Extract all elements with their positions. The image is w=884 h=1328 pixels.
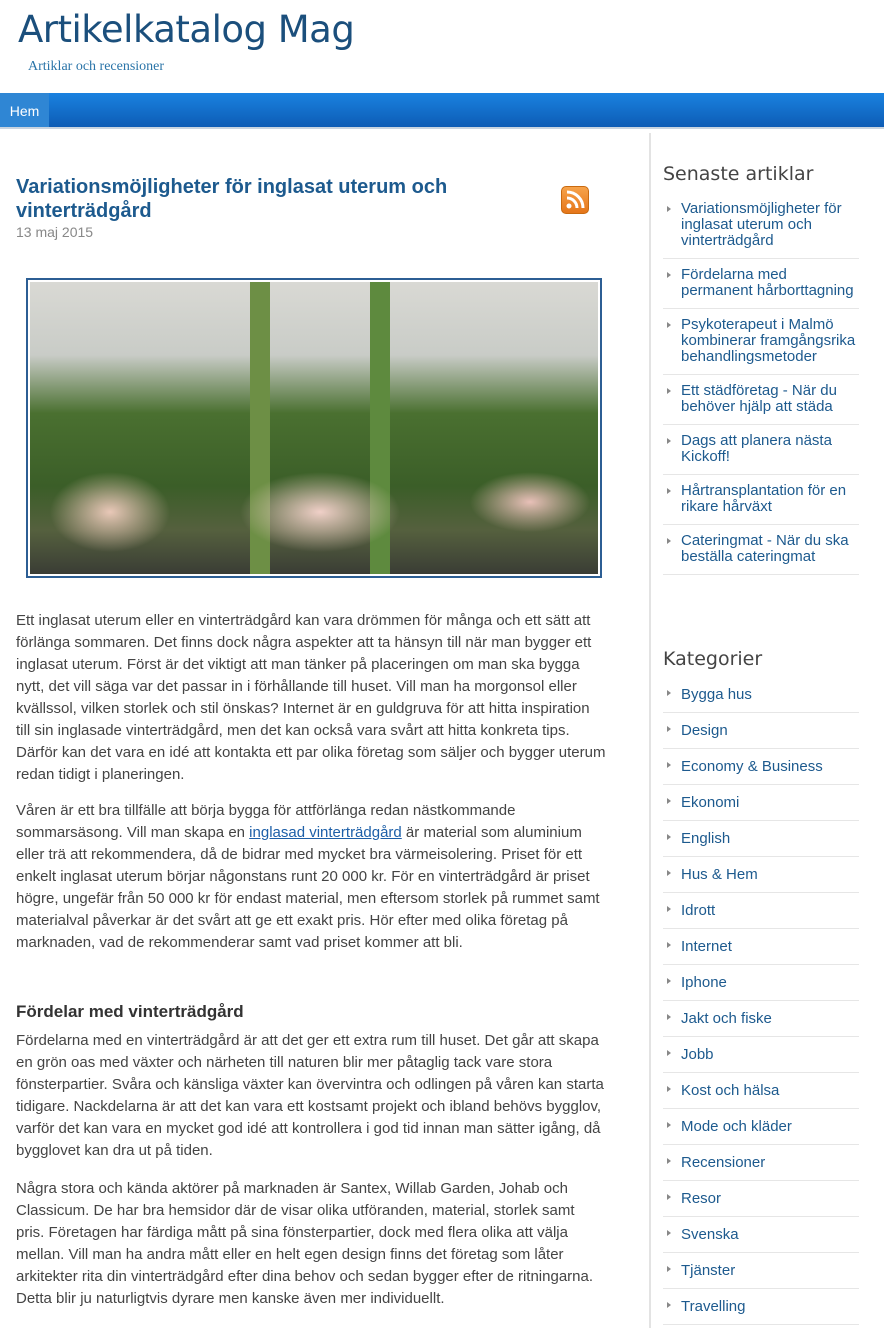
category-link[interactable]: English	[663, 821, 859, 857]
main-nav	[0, 93, 884, 129]
category-link[interactable]: Economy & Business	[663, 749, 859, 785]
site-tagline: Artiklar och recensioner	[28, 59, 165, 74]
category-link[interactable]: Tjänster	[663, 1253, 859, 1289]
category-link[interactable]: Hus & Hem	[663, 857, 859, 893]
section-heading: Fördelar med vinterträdgård	[16, 1002, 244, 1021]
category-link[interactable]: Design	[663, 713, 859, 749]
recent-article-link[interactable]: Cateringmat - När du ska beställa cateringmat	[663, 525, 859, 575]
nav-item-hem[interactable]: Hem	[0, 93, 49, 127]
recent-article-link[interactable]: Dags att planera nästa Kickoff!	[663, 425, 859, 475]
recent-article-link[interactable]: Ett städföretag - När du behöver hjälp att städa	[663, 375, 859, 425]
category-link[interactable]: Bygga hus	[663, 677, 859, 713]
article	[16, 175, 602, 240]
recent-article-link[interactable]: Hårtransplantation för en rikare hårväxt	[663, 475, 859, 525]
recent-article-link[interactable]: Psykoterapeut i Malmö kombinerar framgångsrika behandlingsmetoder	[663, 309, 859, 375]
rss-icon[interactable]	[561, 186, 589, 214]
text: är material som aluminium eller trä att rekommendera, då de bidrar med mycket bra värmeisolering. Priset för ett enkelt inglasat uterum börjar någonstans runt 20 000 kr. För en vinterträdgård är priset högre, ungefär från 50 000 kr för endast material, men eftersom storlek på rummet samt materialval påverkar är det svårt att ge ett exakt pris. Hör efter med olika företag på marknaden, vad de rekommenderar samt vad priset kommer att bli.	[16, 824, 600, 951]
paragraph: Ett inglasat uterum eller en vinterträdgård kan vara drömmen för många och ett sätt att förlänga sommaren. Det finns dock några aspekter att ta hänsyn till när man bygger ett inglasat uterum. Först är det viktigt att man tänker på placeringen om man ska bygga nytt, det vill säga var det passar in i förhållande till huset. Vill man ha morgonsol eller kvällssol, vilken storlek och stil önskas? Internet är en guldgruva för att hitta inspiration till sin inglasade vinterträdgård, men det kan också vara svårt att hitta konkreta tips. Därför kan det vara en idé att kontakta ett par olika företag som säljer och bygger uterum redan tidigt i planeringen.	[16, 612, 606, 783]
post-date: 13 maj 2015	[16, 224, 94, 240]
paragraph	[16, 800, 606, 954]
category-link[interactable]: Svenska	[663, 1217, 859, 1253]
greenhouse-photo	[30, 282, 598, 574]
post-title[interactable]: Variationsmöjligheter för inglasat uterum och vinterträdgård	[16, 176, 448, 222]
category-link[interactable]: Mode och kläder	[663, 1109, 859, 1145]
category-link[interactable]: Internet	[663, 929, 859, 965]
category-link[interactable]: Jobb	[663, 1037, 859, 1073]
sidebar	[649, 133, 884, 1328]
categories-heading: Kategorier	[663, 648, 763, 670]
paragraph: Fördelarna med en vinterträdgård är att det ger ett extra rum till huset. Det går att skapa en grön oas med växter och närheten till naturen blir mer påtaglig tack vare stora fönsterpartier. Svåra och känsliga växter kan övervintra och odlingen på våren kan starta tidigare. Nackdelarna är att det kan vara ett kostsamt projekt och ibland behövs bygglov, varför det kan vara en mycket god idé att kontrollera i god tid innan man sätter igång, då bygglovet kan dra ut på tiden.	[16, 1032, 604, 1159]
category-list	[663, 677, 859, 1325]
category-link[interactable]: Iphone	[663, 965, 859, 1001]
article-image	[26, 278, 602, 578]
inline-link[interactable]: inglasad vinterträdgård	[249, 824, 402, 841]
category-link[interactable]: Jakt och fiske	[663, 1001, 859, 1037]
paragraph: Några stora och kända aktörer på marknaden är Santex, Willab Garden, Johab och Classicum. De har bra hemsidor där de visar olika utföranden, material, storlek samt pris. Företagen har färdiga mått på sina fönsterpartier, dock med flera olika att välja mellan. Vill man ha andra mått eller en helt egen design finns det företag som låter arkitekter rita din vinterträdgård efter dina behov och sedan bygger efter de ritningarna. Detta blir ju naturligtvis dyrare men kanske även mer individuellt.	[16, 1180, 594, 1307]
category-link[interactable]: Resor	[663, 1181, 859, 1217]
category-link[interactable]: Travelling	[663, 1289, 859, 1325]
category-link[interactable]: Idrott	[663, 893, 859, 929]
recent-heading: Senaste artiklar	[663, 163, 814, 185]
site-title[interactable]: Artikelkatalog Mag	[18, 8, 355, 51]
category-link[interactable]: Ekonomi	[663, 785, 859, 821]
recent-article-link[interactable]: Variationsmöjligheter för inglasat uterum och vinterträdgård	[663, 193, 859, 259]
category-link[interactable]: Recensioner	[663, 1145, 859, 1181]
category-link[interactable]: Kost och hälsa	[663, 1073, 859, 1109]
text: Våren är ett bra tillfälle att börja bygga för attförlänga redan nästkommande sommarsäsong. Vill man skapa en	[16, 802, 516, 841]
recent-article-link[interactable]: Fördelarna med permanent hårborttagning	[663, 259, 859, 309]
recent-list	[663, 193, 859, 575]
